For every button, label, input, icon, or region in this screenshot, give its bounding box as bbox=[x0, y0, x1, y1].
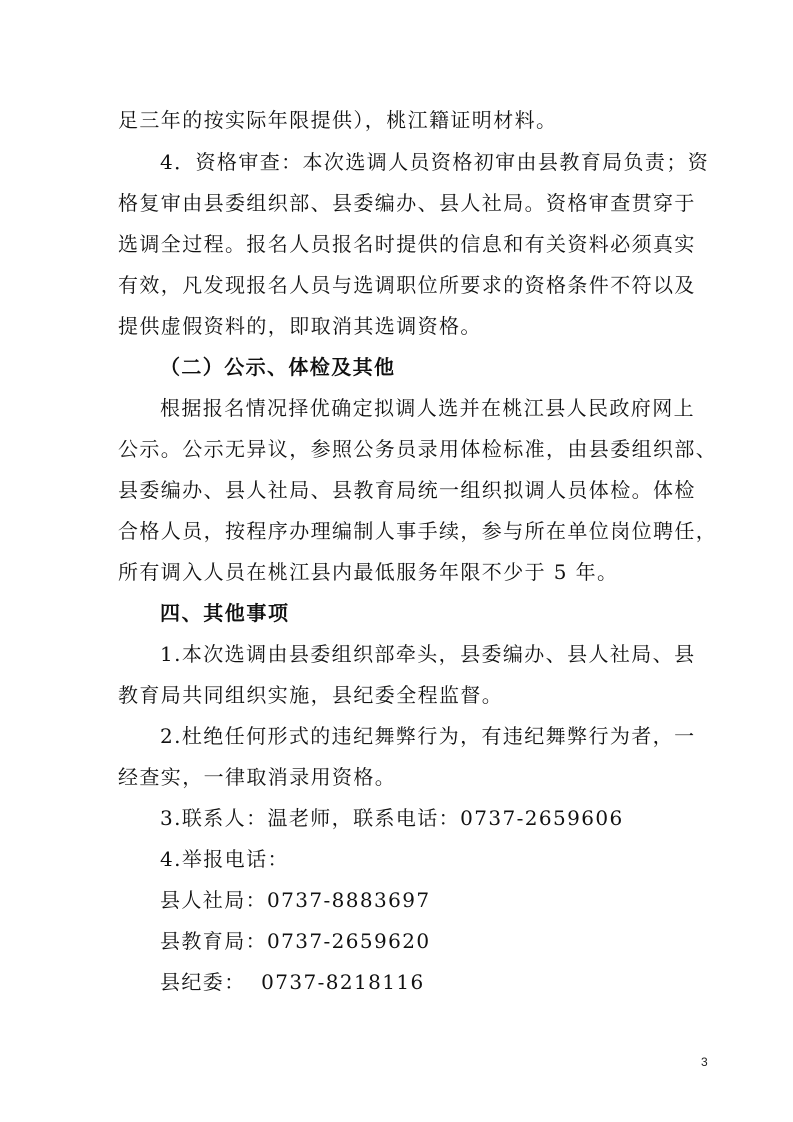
phone-line-discipline: 县纪委： 0737-8218116 bbox=[160, 970, 425, 994]
paragraph-line: 选调全过程。报名人员报名时提供的信息和有关资料必须真实 bbox=[118, 232, 696, 256]
paragraph-line: 县委编办、县人社局、县教育局统一组织拟调人员体检。体检 bbox=[118, 478, 696, 502]
report-phone-label: 4.举报电话： bbox=[160, 847, 289, 871]
contact-line: 3.联系人：温老师，联系电话：0737-2659606 bbox=[160, 806, 624, 830]
paragraph-line: 2.杜绝任何形式的违纪舞弊行为，有违纪舞弊行为者，一 bbox=[160, 724, 696, 748]
paragraph-line: 经查实，一律取消录用资格。 bbox=[118, 765, 397, 789]
phone-line-education: 县教育局：0737-2659620 bbox=[160, 929, 431, 953]
paragraph-line: 公示。公示无异议，参照公务员录用体检标准，由县委组织部、 bbox=[118, 437, 718, 461]
paragraph-line: 合格人员，按程序办理编制人事手续，参与所在单位岗位聘任， bbox=[118, 519, 718, 543]
paragraph-line: 4．资格审查：本次选调人员资格初审由县教育局负责；资 bbox=[160, 150, 710, 174]
paragraph-line: 教育局共同组织实施，县纪委全程监督。 bbox=[118, 683, 504, 707]
phone-line-hr: 县人社局：0737-8883697 bbox=[160, 888, 431, 912]
paragraph-line: 1.本次选调由县委组织部牵头，县委编办、县人社局、县 bbox=[160, 642, 696, 666]
paragraph-line: 足三年的按实际年限提供），桃江籍证明材料。 bbox=[118, 108, 558, 132]
paragraph-line: 提供虚假资料的，即取消其选调资格。 bbox=[118, 314, 482, 338]
section-subheading: （二）公示、体检及其他 bbox=[160, 355, 396, 379]
section-heading: 四、其他事项 bbox=[160, 601, 290, 625]
paragraph-line: 有效，凡发现报名人员与选调职位所要求的资格条件不符以及 bbox=[118, 273, 696, 297]
paragraph-line: 所有调入人员在桃江县内最低服务年限不少于 5 年。 bbox=[118, 560, 619, 584]
page-number: 3 bbox=[701, 1055, 708, 1069]
paragraph-line: 根据报名情况择优确定拟调人选并在桃江县人民政府网上 bbox=[160, 396, 695, 420]
paragraph-line: 格复审由县委组织部、县委编办、县人社局。资格审查贯穿于 bbox=[118, 191, 696, 215]
